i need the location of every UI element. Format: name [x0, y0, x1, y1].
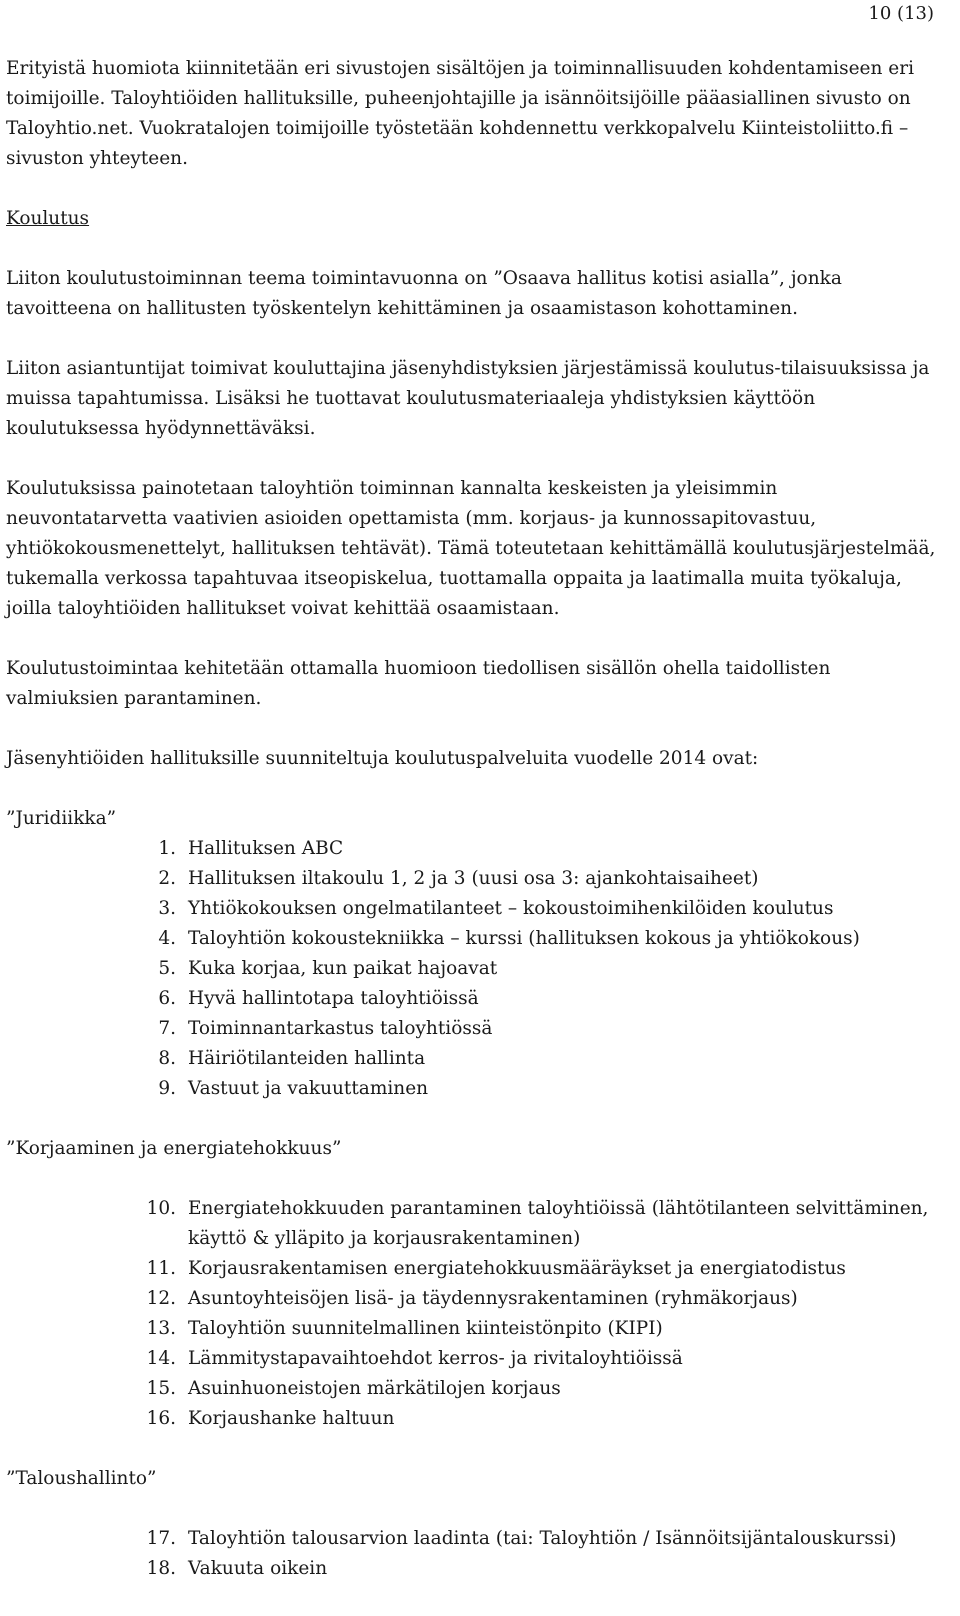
list-number: 9.	[158, 1078, 176, 1099]
list-item	[6, 1284, 936, 1314]
list-item-text: Toiminnantarkastus taloyhtiössä	[188, 1018, 493, 1039]
paragraph: Liiton koulutustoiminnan teema toimintavuonna on ”Osaava hallitus kotisi asialla”, jonka tavoitteena on hallitusten työskentelyn kehittäminen ja osaamistason kohottaminen.	[6, 268, 842, 319]
group-title: ”Korjaaminen ja energiatehokkuus”	[6, 1138, 342, 1159]
list-number: 3.	[158, 898, 176, 919]
intro-paragraph: Erityistä huomiota kiinnitetään eri sivustojen sisältöjen ja toiminnallisuuden kohdentamiseen eri toimijoille. Taloyhtiöiden hallituksille, puheenjohtajille ja isännöitsijöille pääasiallinen sivusto on Taloyhtio.net. Vuokratalojen toimijoille työstetään kohdennettu verkkopalvelu Kiinteistoliitto.fi – sivuston yhteyteen.	[6, 58, 914, 169]
course-list	[6, 1524, 936, 1584]
list-item	[6, 1074, 936, 1104]
page-number: 10 (13)	[868, 3, 934, 24]
list-item	[6, 1044, 936, 1074]
list-item-text: Asuntoyhteisöjen lisä- ja täydennysrakentaminen (ryhmäkorjaus)	[188, 1288, 798, 1309]
list-item	[6, 1254, 936, 1284]
list-number: 12.	[146, 1288, 176, 1309]
list-number: 10.	[146, 1198, 176, 1219]
list-item	[6, 864, 936, 894]
list-item-text: Kuka korjaa, kun paikat hajoavat	[188, 958, 498, 979]
list-item	[6, 954, 936, 984]
list-number: 14.	[146, 1348, 176, 1369]
list-number: 1.	[158, 838, 176, 859]
list-item	[6, 894, 936, 924]
course-list	[6, 1194, 936, 1434]
list-item-text: Korjausrakentamisen energiatehokkuusmääräykset ja energiatodistus	[188, 1258, 846, 1279]
group-title: ”Juridiikka”	[6, 808, 117, 829]
list-item-text: Yhtiökokouksen ongelmatilanteet – kokoustoimihenkilöiden koulutus	[188, 898, 834, 919]
list-item-text: Vakuuta oikein	[188, 1558, 328, 1579]
list-number: 8.	[158, 1048, 176, 1069]
list-number: 16.	[146, 1408, 176, 1429]
list-item-text: Energiatehokkuuden parantaminen taloyhtiöissä (lähtötilanteen selvittäminen, käyttö & ylläpito ja korjausrakentaminen)	[188, 1198, 929, 1249]
list-number: 6.	[158, 988, 176, 1009]
list-intro-paragraph: Jäsenyhtiöiden hallituksille suunniteltuja koulutuspalveluita vuodelle 2014 ovat:	[6, 748, 759, 769]
list-item-text: Vastuut ja vakuuttaminen	[188, 1078, 429, 1099]
document-body	[6, 54, 936, 1584]
list-number: 17.	[146, 1528, 176, 1549]
list-item	[6, 1374, 936, 1404]
course-group-taloushallinto	[6, 1464, 936, 1584]
paragraph: Koulutustoimintaa kehitetään ottamalla huomioon tiedollisen sisällön ohella taidollisten valmiuksien parantaminen.	[6, 658, 831, 709]
paragraph: Liiton asiantuntijat toimivat kouluttajina jäsenyhdistyksien järjestämissä koulutus-tilaisuuksissa ja muissa tapahtumissa. Lisäksi he tuottavat koulutusmateriaaleja yhdistyksien käyttöön koulutuksessa hyödynnettäväksi.	[6, 358, 930, 439]
group-title: ”Taloushallinto”	[6, 1468, 157, 1489]
list-item	[6, 1404, 936, 1434]
course-group-juridiikka	[6, 804, 936, 1104]
list-item	[6, 1014, 936, 1044]
list-item-text: Häiriötilanteiden hallinta	[188, 1048, 426, 1069]
list-item-text: Taloyhtiön suunnitelmallinen kiinteistönpito (KIPI)	[188, 1318, 663, 1339]
list-item	[6, 834, 936, 864]
paragraph: Koulutuksissa painotetaan taloyhtiön toiminnan kannalta keskeisten ja yleisimmin neuvontatarvetta vaativien asioiden opettamista (mm. korjaus- ja kunnossapitovastuu, yhtiökokousmenettelyt, hallituksen tehtävät). Tämä toteutetaan kehittämällä koulutusjärjestelmää, tukemalla verkossa tapahtuvaa itseopiskelua, tuottamalla oppaita ja laatimalla muita työkaluja, joilla taloyhtiöiden hallitukset voivat kehittää osaamistaan.	[6, 478, 936, 619]
list-number: 15.	[146, 1378, 176, 1399]
list-number: 7.	[158, 1018, 176, 1039]
list-item	[6, 1524, 936, 1554]
list-item-text: Taloyhtiön kokoustekniikka – kurssi (hallituksen kokous ja yhtiökokous)	[188, 928, 860, 949]
course-group-korjaaminen	[6, 1134, 936, 1434]
list-number: 11.	[146, 1258, 176, 1279]
list-number: 18.	[146, 1558, 176, 1579]
list-item-text: Lämmitystapavaihtoehdot kerros- ja rivitaloyhtiöissä	[188, 1348, 683, 1369]
list-item	[6, 1554, 936, 1584]
list-item	[6, 1314, 936, 1344]
list-number: 13.	[146, 1318, 176, 1339]
list-item	[6, 924, 936, 954]
list-item	[6, 984, 936, 1014]
list-number: 5.	[158, 958, 176, 979]
list-item	[6, 1344, 936, 1374]
list-item-text: Hallituksen ABC	[188, 838, 344, 859]
list-item-text: Taloyhtiön talousarvion laadinta (tai: Taloyhtiön / Isännöitsijäntalouskurssi)	[188, 1528, 897, 1549]
list-item-text: Hyvä hallintotapa taloyhtiöissä	[188, 988, 479, 1009]
list-item-text: Hallituksen iltakoulu 1, 2 ja 3 (uusi osa 3: ajankohtaisaiheet)	[188, 868, 759, 889]
course-list	[6, 834, 936, 1104]
list-item	[6, 1194, 936, 1254]
list-item-text: Korjaushanke haltuun	[188, 1408, 395, 1429]
list-number: 4.	[158, 928, 176, 949]
list-number: 2.	[158, 868, 176, 889]
section-heading: Koulutus	[6, 208, 90, 229]
list-item-text: Asuinhuoneistojen märkätilojen korjaus	[188, 1378, 561, 1399]
